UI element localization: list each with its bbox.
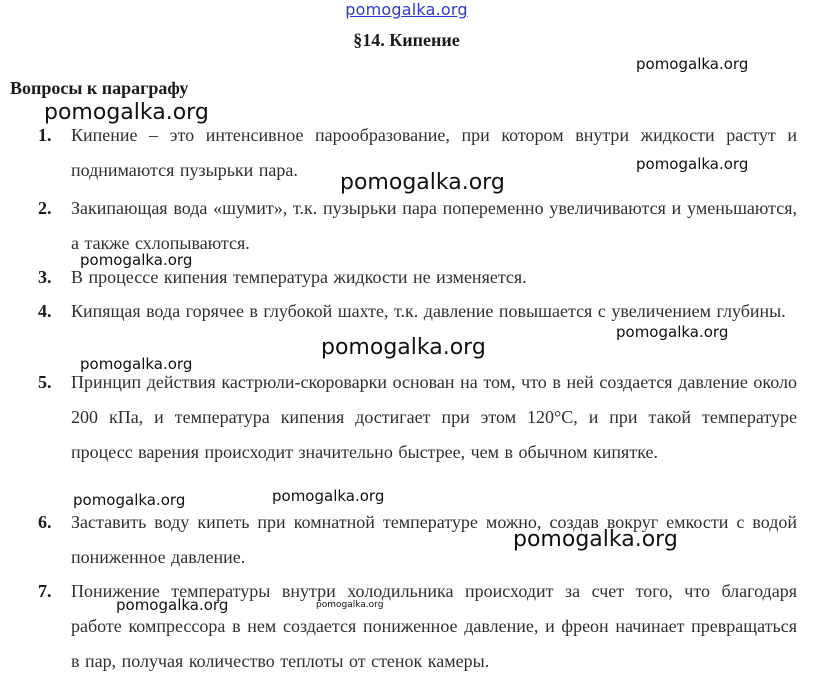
item-number: 1. [38,125,52,145]
item-text: Заставить воду кипеть при комнатной температуре можно, создав вокруг емкости с водой пониженное давление. [71,512,797,567]
watermark: pomogalka.org [44,100,209,125]
site-link[interactable]: pomogalka.org [345,0,468,19]
watermark: pomogalka.org [73,491,186,509]
section-heading: Вопросы к параграфу [10,78,189,98]
item-number: 6. [38,512,52,532]
item-number: 5. [38,372,52,392]
watermark: pomogalka.org [80,355,193,373]
item-text: Кипение – это интенсивное парообразование, при котором внутри жидкости растут и поднимаются пузырьки пара. [71,125,797,180]
watermark: pomogalka.org [616,323,729,341]
item-number: 4. [38,301,52,321]
item-text: В процессе кипения температура жидкости не изменяется. [71,267,527,287]
item-number: 2. [38,198,52,218]
item-number: 3. [38,267,52,287]
watermark: pomogalka.org [636,55,749,73]
watermark: pomogalka.org [80,251,193,269]
item-text: Кипящая вода горячее в глубокой шахте, т.к. давление повышается с увеличением глубины. [71,301,786,321]
item-number: 7. [38,581,52,601]
watermark: pomogalka.org [513,527,678,552]
item-text: Закипающая вода «шумит», т.к. пузырьки пара попеременно увеличиваются и уменьшаются, а также схлопываются. [71,198,797,253]
watermark: pomogalka.org [340,170,505,195]
watermark: pomogalka.org [272,487,385,505]
page-title: §14. Кипение [353,30,460,50]
watermark: pomogalka.org [316,600,384,610]
item-text: Принцип действия кастрюли-скороварки основан на том, что в ней создается давление около 200 кПа, и температура кипения достигает при этом 120°С, и при такой температуре процесс варения происходит значительно быстрее, чем в обычном кипятке. [71,372,797,462]
watermark: pomogalka.org [116,596,229,614]
item-text: Понижение температуры внутри холодильника происходит за счет того, что благодаря работе компрессора в нем создается пониженное давление, и фреон начинает превращаться в пар, получая количество теплоты от стенок камеры. [71,581,797,671]
watermark: pomogalka.org [636,155,749,173]
watermark: pomogalka.org [321,335,486,360]
